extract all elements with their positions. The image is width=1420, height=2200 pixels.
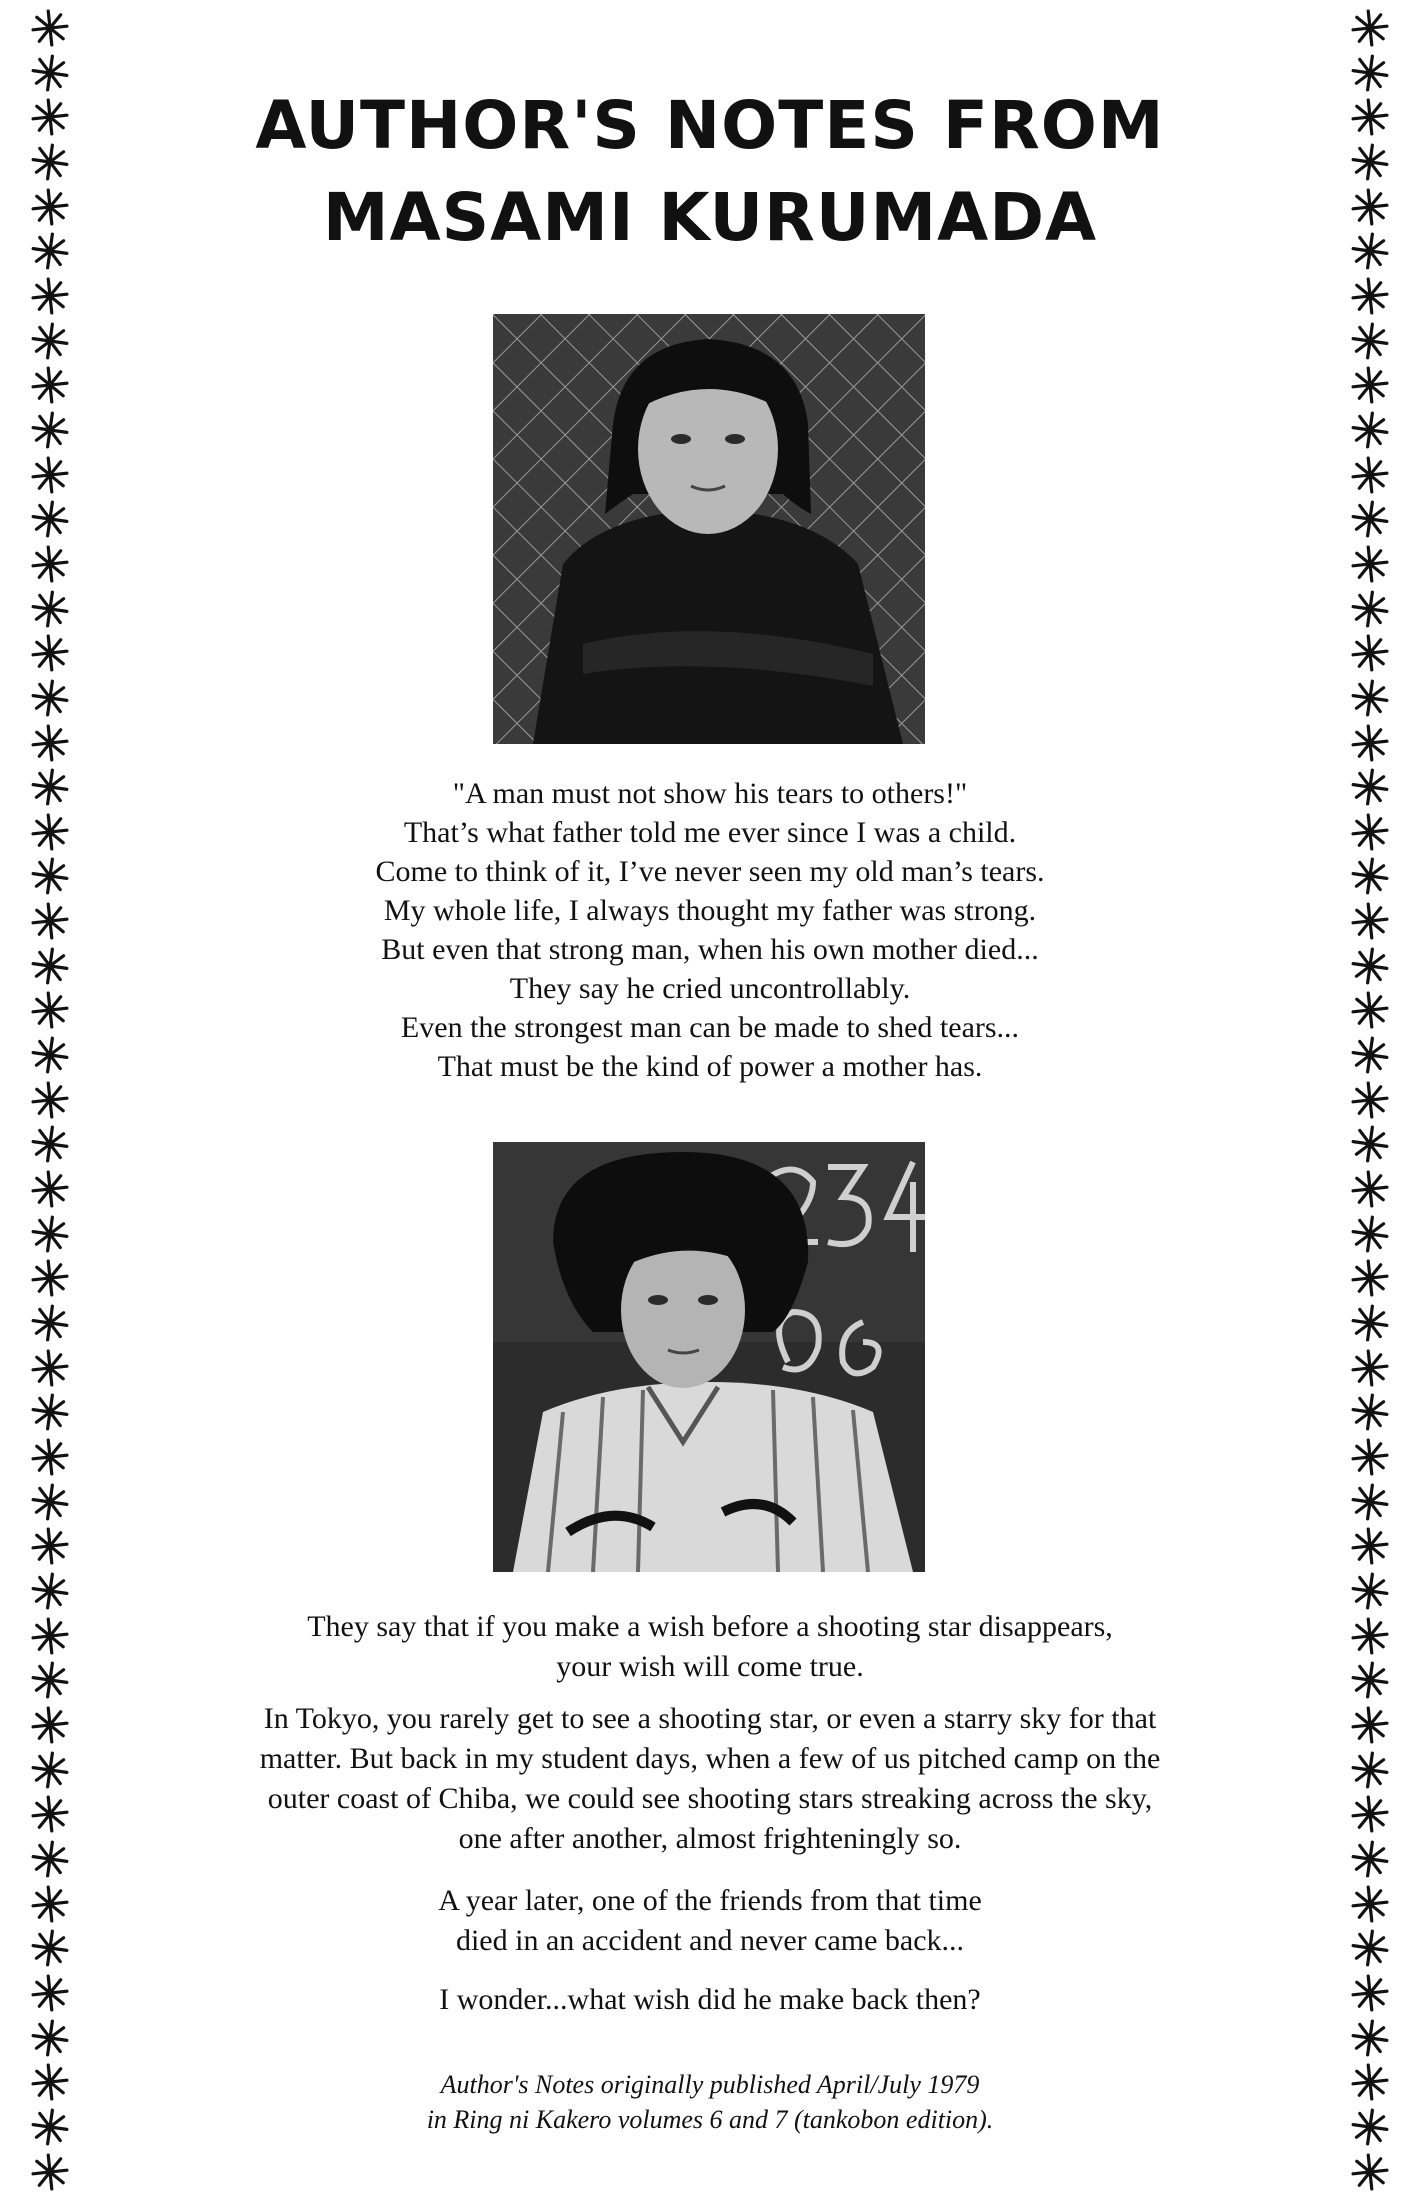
asterisk-icon [1350, 1437, 1390, 1477]
paragraph-line: A year later, one of the friends from that time [438, 1884, 982, 1917]
page-title [160, 80, 1260, 264]
asterisk-icon [1350, 1080, 1390, 1120]
asterisk-icon [1350, 142, 1390, 182]
asterisk-icon [30, 544, 70, 584]
asterisk-icon [1350, 1571, 1390, 1611]
asterisk-icon [1350, 1839, 1390, 1879]
asterisk-icon [30, 589, 70, 629]
paragraph-line: outer coast of Chiba, we could see shooting stars streaking across the sky, [267, 1782, 1153, 1815]
asterisk-icon [30, 53, 70, 93]
asterisk-icon [1350, 901, 1390, 941]
asterisk-icon [30, 2018, 70, 2058]
asterisk-icon [30, 499, 70, 539]
asterisk-icon [30, 2062, 70, 2102]
poem-line: Come to think of it, I’ve never seen my old man’s tears. [375, 855, 1045, 888]
asterisk-icon [1350, 1705, 1390, 1745]
asterisk-icon [1350, 812, 1390, 852]
author-photo-fence-image [493, 314, 925, 744]
asterisk-icon [1350, 2107, 1390, 2147]
asterisk-icon [30, 1124, 70, 1164]
asterisk-icon [30, 990, 70, 1030]
asterisk-icon [1350, 410, 1390, 450]
asterisk-icon [1350, 1884, 1390, 1924]
asterisk-icon [1350, 1750, 1390, 1790]
asterisk-icon [30, 142, 70, 182]
asterisk-icon [30, 1303, 70, 1343]
asterisk-icon [1350, 321, 1390, 361]
asterisk-icon [30, 321, 70, 361]
asterisk-icon [1350, 455, 1390, 495]
author-photo-fence [493, 314, 925, 744]
asterisk-icon [1350, 946, 1390, 986]
asterisk-icon [1350, 1124, 1390, 1164]
asterisk-icon [1350, 633, 1390, 673]
asterisk-icon [1350, 231, 1390, 271]
asterisk-icon [1350, 276, 1390, 316]
asterisk-icon [1350, 499, 1390, 539]
paragraph-line: your wish will come true. [556, 1650, 864, 1683]
asterisk-icon [1350, 1348, 1390, 1388]
asterisk-icon [30, 767, 70, 807]
poem-line: That must be the kind of power a mother has. [437, 1050, 983, 1083]
asterisk-icon [1350, 1169, 1390, 1209]
asterisk-icon [30, 1392, 70, 1432]
asterisk-icon [30, 723, 70, 763]
right-asterisk-border [1340, 8, 1400, 2192]
asterisk-icon [30, 1750, 70, 1790]
asterisk-icon [1350, 1794, 1390, 1834]
asterisk-icon [30, 1616, 70, 1656]
asterisk-icon [30, 1482, 70, 1522]
asterisk-icon [1350, 990, 1390, 1030]
asterisk-icon [30, 365, 70, 405]
poem-line: But even that strong man, when his own mother died... [381, 933, 1039, 966]
asterisk-icon [1350, 187, 1390, 227]
asterisk-icon [30, 1660, 70, 1700]
asterisk-icon [1350, 1660, 1390, 1700]
title-line-2: MASAMI KURUMADA [322, 179, 1098, 256]
asterisk-icon [1350, 97, 1390, 137]
asterisk-icon [1350, 767, 1390, 807]
poem-line: They say he cried uncontrollably. [509, 972, 911, 1005]
asterisk-icon [30, 1928, 70, 1968]
asterisk-icon [30, 812, 70, 852]
asterisk-icon [30, 1258, 70, 1298]
asterisk-icon [1350, 856, 1390, 896]
asterisk-icon [1350, 365, 1390, 405]
asterisk-icon [30, 8, 70, 48]
asterisk-icon [30, 1571, 70, 1611]
poem-line: "A man must not show his tears to others!" [452, 777, 968, 810]
poem-line: Even the strongest man can be made to shed tears... [400, 1011, 1020, 1044]
asterisk-icon [1350, 1616, 1390, 1656]
asterisk-icon [1350, 1973, 1390, 2013]
asterisk-icon [30, 1035, 70, 1075]
asterisk-icon [30, 1526, 70, 1566]
asterisk-icon [30, 946, 70, 986]
asterisk-icon [1350, 2018, 1390, 2058]
asterisk-icon [1350, 1392, 1390, 1432]
paragraph-shooting-star [130, 1607, 1290, 1687]
asterisk-icon [30, 1348, 70, 1388]
asterisk-icon [30, 187, 70, 227]
asterisk-icon [1350, 723, 1390, 763]
paragraph-line: matter. But back in my student days, when a few of us pitched camp on the [259, 1742, 1161, 1775]
asterisk-icon [30, 633, 70, 673]
paragraph-wonder [130, 1980, 1290, 2020]
asterisk-icon [30, 2107, 70, 2147]
asterisk-icon [1350, 2062, 1390, 2102]
author-photo-baseball-image [493, 1142, 925, 1572]
asterisk-icon [30, 1884, 70, 1924]
asterisk-icon [1350, 8, 1390, 48]
title-line-1: AUTHOR'S NOTES FROM [255, 87, 1165, 164]
asterisk-icon [30, 455, 70, 495]
credit-line: Author's Notes originally published April/July 1979 [440, 2070, 980, 2099]
asterisk-icon [30, 1794, 70, 1834]
poem-mother-tears [130, 774, 1290, 1086]
paragraph-line: I wonder...what wish did he make back then? [439, 1983, 981, 2016]
asterisk-icon [1350, 1526, 1390, 1566]
author-photo-baseball-uniform [493, 1142, 925, 1572]
paragraph-line: In Tokyo, you rarely get to see a shooting star, or even a starry sky for that [263, 1702, 1157, 1735]
publication-credit [130, 2067, 1290, 2137]
asterisk-icon [1350, 544, 1390, 584]
asterisk-icon [30, 1080, 70, 1120]
asterisk-icon [30, 1973, 70, 2013]
asterisk-icon [30, 1705, 70, 1745]
asterisk-icon [30, 2152, 70, 2192]
paragraph-line: died in an accident and never came back... [455, 1924, 965, 1957]
credit-line: in Ring ni Kakero volumes 6 and 7 (tankobon edition). [426, 2105, 994, 2134]
asterisk-icon [30, 97, 70, 137]
asterisk-icon [30, 678, 70, 718]
asterisk-icon [30, 1839, 70, 1879]
paragraph-line: one after another, almost frighteningly so. [458, 1822, 962, 1855]
asterisk-icon [1350, 1928, 1390, 1968]
asterisk-icon [1350, 1214, 1390, 1254]
paragraph-tokyo-chiba [130, 1699, 1290, 1859]
paragraph-year-later [130, 1881, 1290, 1961]
asterisk-icon [1350, 589, 1390, 629]
asterisk-icon [1350, 1482, 1390, 1522]
asterisk-icon [1350, 2152, 1390, 2192]
asterisk-icon [30, 856, 70, 896]
asterisk-icon [30, 276, 70, 316]
asterisk-icon [1350, 1303, 1390, 1343]
asterisk-icon [1350, 53, 1390, 93]
left-asterisk-border [20, 8, 80, 2192]
asterisk-icon [1350, 1035, 1390, 1075]
asterisk-icon [30, 1437, 70, 1477]
poem-line: My whole life, I always thought my father was strong. [383, 894, 1037, 927]
poem-line: That’s what father told me ever since I was a child. [403, 816, 1017, 849]
paragraph-line: They say that if you make a wish before a shooting star disappears, [307, 1610, 1113, 1643]
asterisk-icon [30, 231, 70, 271]
asterisk-icon [30, 901, 70, 941]
asterisk-icon [1350, 1258, 1390, 1298]
asterisk-icon [30, 1214, 70, 1254]
asterisk-icon [1350, 678, 1390, 718]
asterisk-icon [30, 1169, 70, 1209]
asterisk-icon [30, 410, 70, 450]
